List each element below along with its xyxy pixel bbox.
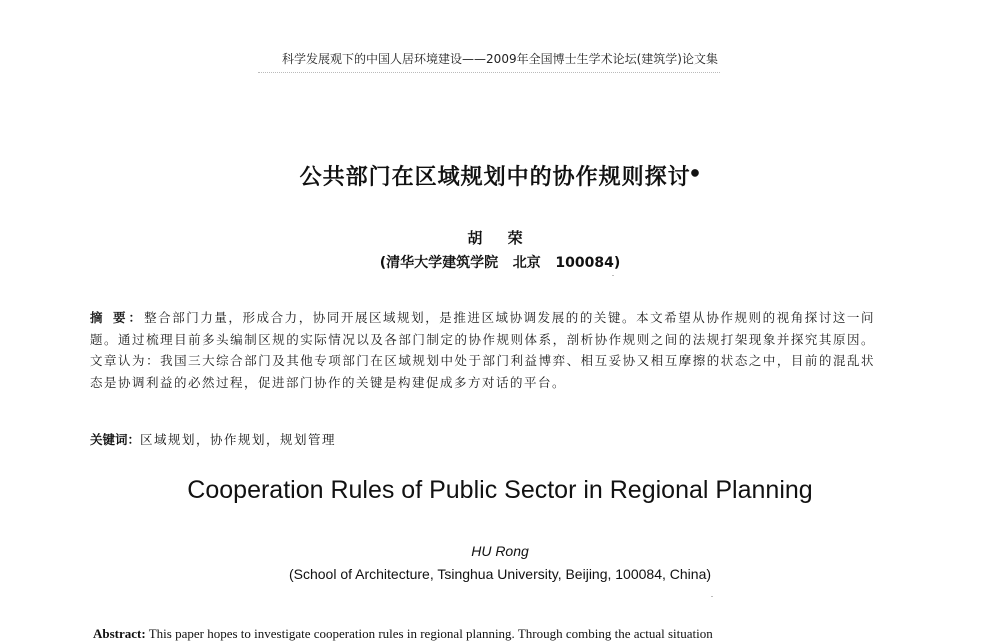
scan-speck xyxy=(711,596,713,597)
english-author: HU Rong xyxy=(471,543,529,559)
chinese-abstract xyxy=(90,307,875,393)
english-abstract-text: This paper hopes to investigate cooperation rules in regional planning. Through combing the actual situation xyxy=(148,626,713,641)
chinese-keywords-text: 区域规划，协作规划，规划管理 xyxy=(140,432,337,447)
english-title: Cooperation Rules of Public Sector in Regional Planning xyxy=(187,476,813,504)
scan-speck xyxy=(612,275,614,276)
chinese-keywords-label: 关键词： xyxy=(90,432,141,447)
chinese-abstract-text: 整合部门力量，形成合力，协同开展区域规划，是推进区域协调发展的的关键。本文希望从协作规则的视角探讨这一问题。通过梳理目前多头编制区规的实际情况以及各部门制定的协作规则体系，剖析协作规则之间的法规打架现象并探究其原因。文章认为：我国三大综合部门及其他专项部门在区域规划中处于部门利益博弈、相互妥协又相互摩擦的状态之中，目前的混乱状态是协调利益的必然过程，促进部门协作的关键是构建促成多方对话的平台。 xyxy=(90,310,875,390)
chinese-author: 胡 荣 xyxy=(467,229,533,247)
chinese-title-text: 公共部门在区域规划中的协作规则探讨 xyxy=(299,165,691,190)
english-abstract xyxy=(93,626,883,642)
running-header: 科学发展观下的中国人居环境建设——2009年全国博士生学术论坛(建筑学)论文集 xyxy=(282,52,718,66)
english-affiliation: (School of Architecture, Tsinghua University, Beijing, 100084, China) xyxy=(288,566,712,582)
chinese-keywords xyxy=(90,429,875,450)
header-rule xyxy=(258,72,720,73)
english-abstract-label: Abstract: xyxy=(93,626,146,641)
chinese-affiliation: (清华大学建筑学院 北京 100084) xyxy=(379,255,621,271)
chinese-title xyxy=(0,160,1000,191)
footnote-mark: ● xyxy=(690,167,701,179)
chinese-abstract-label: 摘 要： xyxy=(90,310,145,325)
